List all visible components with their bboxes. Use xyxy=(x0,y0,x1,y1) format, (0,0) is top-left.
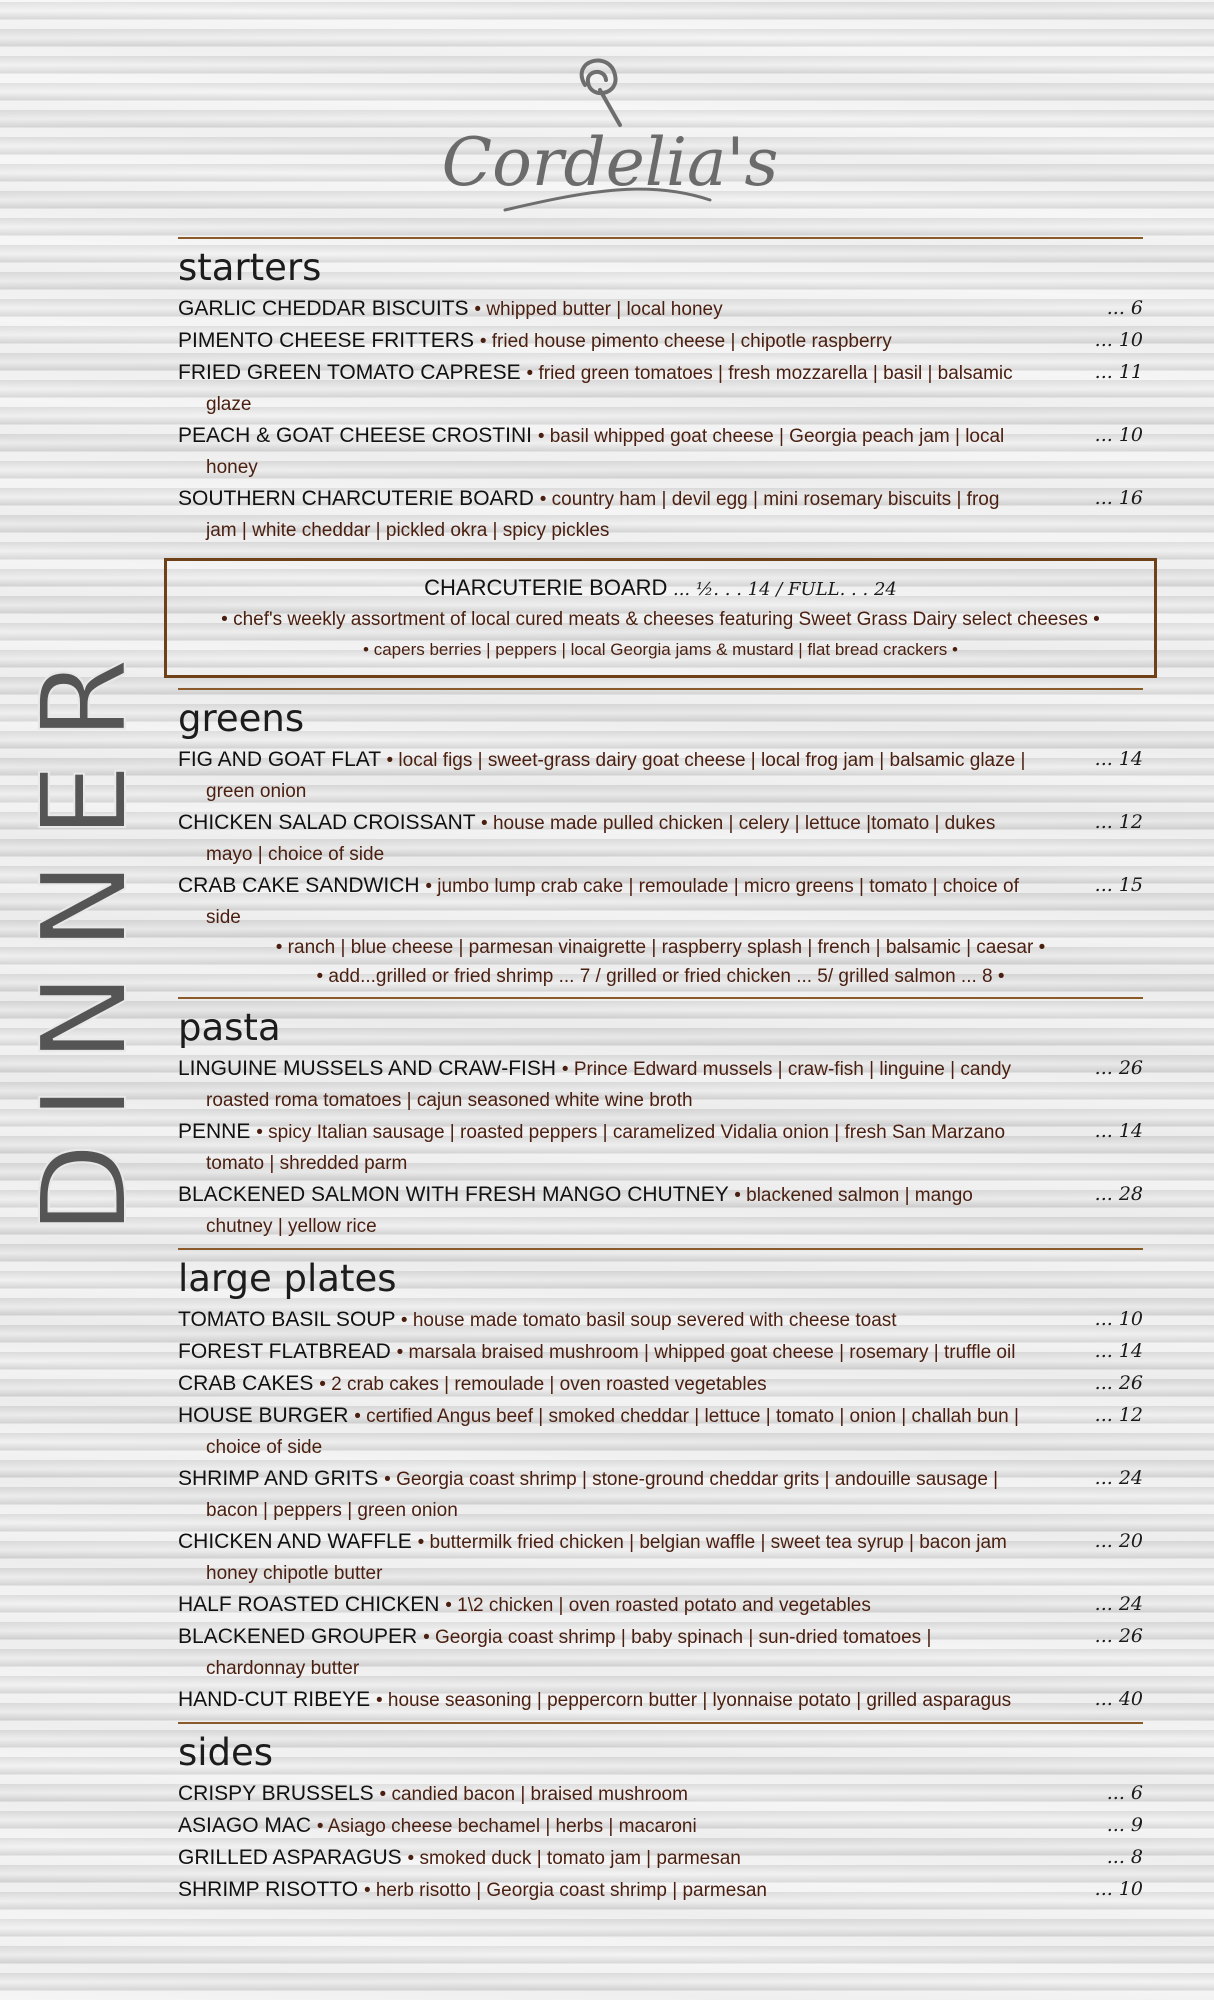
section-title-pasta: pasta xyxy=(178,1006,281,1049)
section-title-large-plates: large plates xyxy=(178,1257,397,1300)
item-name: SHRIMP RISOTTO xyxy=(178,1878,359,1901)
menu-item xyxy=(178,1684,1143,1716)
board-description: • chef's weekly assortment of local cured meats & cheeses featuring Sweet Grass Dairy select cheeses • xyxy=(221,609,1100,630)
menu-item xyxy=(178,483,1143,546)
item-description: • Asiago cheese bechamel | herbs | macaroni xyxy=(316,1816,697,1837)
item-name: BLACKENED SALMON WITH FRESH MANGO CHUTNEY xyxy=(178,1183,729,1206)
section-divider xyxy=(178,237,1143,239)
item-description-continued: roasted roma tomatoes | cajun seasoned white wine broth xyxy=(206,1090,693,1111)
item-description: • fried green tomatoes | fresh mozzarella | basil | balsamic xyxy=(526,363,1013,384)
menu-item xyxy=(178,1368,1143,1400)
menu-content xyxy=(178,237,1143,1906)
item-description: • basil whipped goat cheese | Georgia peach jam | local xyxy=(537,426,1005,447)
item-description: • spicy Italian sausage | roasted peppers | caramelized Vidalia onion | fresh San Marzano xyxy=(256,1122,1006,1143)
menu-item xyxy=(178,357,1143,420)
item-price: ... 15 xyxy=(1094,874,1143,896)
menu-item xyxy=(178,1179,1143,1242)
item-description-continued: chutney | yellow rice xyxy=(206,1216,377,1237)
menu-item xyxy=(178,1463,1143,1526)
item-description: • 2 crab cakes | remoulade | oven roasted vegetables xyxy=(319,1374,767,1395)
item-description-continued: side xyxy=(206,907,241,928)
item-description: • jumbo lump crab cake | remoulade | micro greens | tomato | choice of xyxy=(425,876,1019,897)
item-description-continued: tomato | shredded parm xyxy=(206,1153,408,1174)
item-price: ... 14 xyxy=(1094,1120,1143,1142)
menu-item xyxy=(178,1304,1143,1336)
item-name: CHICKEN AND WAFFLE xyxy=(178,1530,412,1553)
item-description: • whipped butter | local honey xyxy=(474,299,723,320)
menu-item xyxy=(178,1116,1143,1179)
item-description-continued: mayo | choice of side xyxy=(206,844,385,865)
menu-item xyxy=(178,1778,1143,1810)
item-price: ... 10 xyxy=(1094,1878,1143,1900)
item-description: • smoked duck | tomato jam | parmesan xyxy=(407,1848,741,1869)
section-divider xyxy=(178,1722,1143,1724)
item-name: HALF ROASTED CHICKEN xyxy=(178,1593,440,1616)
menu-item xyxy=(178,1053,1143,1116)
menu-item xyxy=(178,420,1143,483)
item-price: ... 40 xyxy=(1094,1688,1143,1710)
board-title: CHARCUTERIE BOARD xyxy=(424,575,668,600)
menu-item xyxy=(178,1621,1143,1684)
charcuterie-board-box xyxy=(164,558,1157,678)
item-description: • buttermilk fried chicken | belgian waffle | sweet tea syrup | bacon jam xyxy=(417,1532,1007,1553)
item-name: FIG AND GOAT FLAT xyxy=(178,748,381,771)
item-name: PEACH & GOAT CHEESE CROSTINI xyxy=(178,424,532,447)
item-price: ... 11 xyxy=(1094,361,1143,383)
item-description: • candied bacon | braised mushroom xyxy=(379,1784,688,1805)
item-price: ... 16 xyxy=(1094,487,1143,509)
menu-item xyxy=(178,1336,1143,1368)
item-description-continued: jam | white cheddar | pickled okra | spicy pickles xyxy=(206,520,610,541)
item-price: ... 20 xyxy=(1094,1530,1143,1552)
item-description: • 1\2 chicken | oven roasted potato and vegetables xyxy=(445,1595,871,1616)
item-description-continued: choice of side xyxy=(206,1437,323,1458)
item-price: ... 26 xyxy=(1094,1372,1143,1394)
menu-item xyxy=(178,1874,1143,1906)
item-description: • Prince Edward mussels | craw-fish | linguine | candy xyxy=(561,1059,1012,1080)
menu-item xyxy=(178,1842,1143,1874)
board-extras: • capers berries | peppers | local Georgia jams & mustard | flat bread crackers • xyxy=(363,640,958,659)
section-title-greens: greens xyxy=(178,697,305,740)
item-name: PENNE xyxy=(178,1120,251,1143)
section-divider xyxy=(178,1248,1143,1250)
item-description: • fried house pimento cheese | chipotle raspberry xyxy=(479,331,892,352)
item-price: ... 6 xyxy=(1106,1782,1143,1804)
item-description: • local figs | sweet-grass dairy goat cheese | local frog jam | balsamic glaze | xyxy=(386,750,1026,771)
item-name: ASIAGO MAC xyxy=(178,1814,312,1837)
menu-item xyxy=(178,293,1143,325)
item-description-continued: honey chipotle butter xyxy=(206,1563,383,1584)
menu-item xyxy=(178,1526,1143,1589)
item-name: FOREST FLATBREAD xyxy=(178,1340,391,1363)
item-description: • blackened salmon | mango xyxy=(734,1185,973,1206)
item-description: • herb risotto | Georgia coast shrimp | parmesan xyxy=(363,1880,767,1901)
item-price: ... 14 xyxy=(1094,748,1143,770)
item-description-continued: green onion xyxy=(206,781,307,802)
section-title-sides: sides xyxy=(178,1731,274,1774)
item-price: ... 8 xyxy=(1106,1846,1143,1868)
item-description-continued: bacon | peppers | green onion xyxy=(206,1500,458,1521)
logo-text: Cordelia's xyxy=(441,124,779,201)
item-name: CRAB CAKE SANDWICH xyxy=(178,874,420,897)
dinner-graphic xyxy=(15,620,153,1240)
item-description-continued: chardonnay butter xyxy=(206,1658,360,1679)
item-price: ... 14 xyxy=(1094,1340,1143,1362)
menu-item xyxy=(178,325,1143,357)
section-divider xyxy=(178,997,1143,999)
item-description: • Georgia coast shrimp | stone-ground cheddar grits | andouille sausage | xyxy=(384,1469,999,1490)
dinner-vertical-title xyxy=(15,620,153,1240)
menu-item xyxy=(178,1400,1143,1463)
menu-item xyxy=(178,744,1143,807)
section-divider xyxy=(178,688,1143,690)
item-price: ... 6 xyxy=(1106,297,1143,319)
item-name: CRISPY BRUSSELS xyxy=(178,1782,374,1805)
menu-item xyxy=(178,870,1143,933)
item-name: SOUTHERN CHARCUTERIE BOARD xyxy=(178,487,534,510)
item-name: SHRIMP AND GRITS xyxy=(178,1467,379,1490)
item-price: ... 10 xyxy=(1094,424,1143,446)
item-name: CHICKEN SALAD CROISSANT xyxy=(178,811,476,834)
item-name: BLACKENED GROUPER xyxy=(178,1625,418,1648)
item-name: LINGUINE MUSSELS AND CRAW-FISH xyxy=(178,1057,557,1080)
item-price: ... 10 xyxy=(1094,1308,1143,1330)
item-price: ... 26 xyxy=(1094,1057,1143,1079)
item-price: ... 10 xyxy=(1094,329,1143,351)
item-description-continued: honey xyxy=(206,457,258,478)
item-price: ... 9 xyxy=(1106,1814,1143,1836)
dinner-text: DINNER xyxy=(15,644,153,1235)
menu-item xyxy=(178,1589,1143,1621)
item-name: GRILLED ASPARAGUS xyxy=(178,1846,402,1869)
item-description: • country ham | devil egg | mini rosemary biscuits | frog xyxy=(539,489,1000,510)
item-name: GARLIC CHEDDAR BISCUITS xyxy=(178,297,469,320)
item-description: • certified Angus beef | smoked cheddar | lettuce | tomato | onion | challah bun | xyxy=(354,1406,1019,1427)
add-protein-options: • add...grilled or fried shrimp ... 7 / grilled or fried chicken ... 5/ grilled salmon ... 8 • xyxy=(316,966,1005,987)
item-price: ... 28 xyxy=(1094,1183,1143,1205)
item-name: PIMENTO CHEESE FRITTERS xyxy=(178,329,474,352)
item-description: • house made tomato basil soup severed with cheese toast xyxy=(400,1310,897,1331)
item-name: CRAB CAKES xyxy=(178,1372,314,1395)
item-price: ... 24 xyxy=(1094,1593,1143,1615)
item-price: ... 26 xyxy=(1094,1625,1143,1647)
item-price: ... 24 xyxy=(1094,1467,1143,1489)
board-price: ... ½. . . 14 / FULL. . . 24 xyxy=(672,579,897,600)
item-description: • Georgia coast shrimp | baby spinach | sun-dried tomatoes | xyxy=(423,1627,932,1648)
menu-item xyxy=(178,1810,1143,1842)
item-description: • marsala braised mushroom | whipped goat cheese | rosemary | truffle oil xyxy=(396,1342,1016,1363)
item-name: HAND-CUT RIBEYE xyxy=(178,1688,371,1711)
item-description: • house made pulled chicken | celery | lettuce |tomato | dukes xyxy=(481,813,996,834)
logo-graphic xyxy=(441,30,779,230)
item-description-continued: glaze xyxy=(206,394,252,415)
item-name: HOUSE BURGER xyxy=(178,1404,349,1427)
item-price: ... 12 xyxy=(1094,811,1143,833)
item-name: FRIED GREEN TOMATO CAPRESE xyxy=(178,361,521,384)
item-name: TOMATO BASIL SOUP xyxy=(178,1308,396,1331)
cordelias-logo xyxy=(441,30,779,230)
item-price: ... 12 xyxy=(1094,1404,1143,1426)
item-description: • house seasoning | peppercorn butter | lyonnaise potato | grilled asparagus xyxy=(375,1690,1012,1711)
section-title-starters: starters xyxy=(178,246,322,289)
menu-item xyxy=(178,807,1143,870)
dressing-options: • ranch | blue cheese | parmesan vinaigrette | raspberry splash | french | balsamic | caesar • xyxy=(275,937,1046,958)
